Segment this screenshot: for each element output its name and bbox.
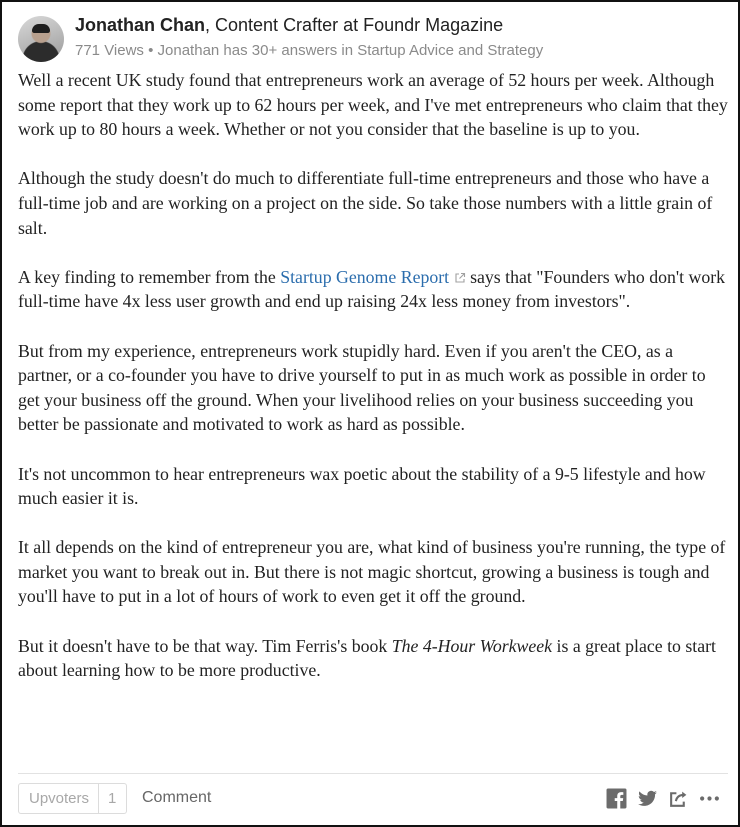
comment-button[interactable]: Comment <box>142 789 212 806</box>
paragraph-3-lead: A key finding to remember from the <box>18 266 281 287</box>
twitter-icon[interactable] <box>637 788 658 809</box>
share-icon[interactable] <box>668 788 689 809</box>
author-name[interactable]: Jonathan Chan <box>75 15 206 35</box>
share-bar <box>606 788 720 809</box>
paragraph-7-lead: But it doesn't have to be that way. Tim Ferris's book <box>18 635 392 656</box>
topic-credential[interactable]: Jonathan has 30+ answers in Startup Advice and Strategy <box>157 42 544 59</box>
author-avatar[interactable] <box>18 16 64 62</box>
paragraph-3 <box>18 265 730 314</box>
upvoters-button[interactable] <box>18 783 127 814</box>
startup-genome-link[interactable]: Startup Genome Report <box>280 266 450 287</box>
facebook-icon[interactable] <box>606 788 627 809</box>
paragraph-7 <box>18 634 730 683</box>
meta-separator: • <box>143 42 158 59</box>
paragraph-2: Although the study doesn't do much to differentiate full-time entrepreneurs and those who have a full-time job and are working on a project on the side. So take those numbers with a little grain of salt. <box>18 168 713 238</box>
external-link-icon <box>454 272 466 284</box>
more-icon[interactable] <box>699 788 720 809</box>
paragraph-7-rest: is a great place to start about learning how to be more productive. <box>18 635 716 681</box>
paragraph-1: Well a recent UK study found that entrepreneurs work an average of 52 hours per week. Although some report that they work up to 62 hours per week, and I've met entrepreneurs who claim that they work up to 80 hours a week. Whether or not you consider that the baseline is up to you. <box>18 70 728 140</box>
upvoters-label: Upvoters <box>29 790 90 807</box>
action-divider <box>18 773 728 774</box>
author-header <box>75 15 503 36</box>
answer-body <box>18 68 730 707</box>
view-count: 771 Views <box>75 42 144 59</box>
paragraph-6: It all depends on the kind of entrepreneur you are, what kind of business you're running, the type of market you want to break out in. But there is not magic shortcut, growing a business is tough and you'll have to put in a lot of hours of work to even get it off the ground. <box>18 537 726 607</box>
paragraph-4: But from my experience, entrepreneurs work stupidly hard. Even if you aren't the CEO, as a partner, or a co-founder you have to drive yourself to put in as much work as possible in order to get your business off the ground. When your livelihood relies on your business succeeding you better be passionate and motivated to work as hard as possible. <box>18 340 706 435</box>
author-credential: , Content Crafter at Foundr Magazine <box>205 15 504 35</box>
answer-meta <box>75 42 543 59</box>
upvoters-count: 1 <box>98 784 126 813</box>
paragraph-3-rest: says that "Founders who don't work full-time have 4x less user growth and end up raising 24x less money from investors". <box>18 266 726 312</box>
book-title: The 4-Hour Workweek <box>391 635 553 656</box>
avatar-hair <box>32 24 50 33</box>
paragraph-5: It's not uncommon to hear entrepreneurs wax poetic about the stability of a 9-5 lifestyle and how much easier it is. <box>18 463 706 509</box>
